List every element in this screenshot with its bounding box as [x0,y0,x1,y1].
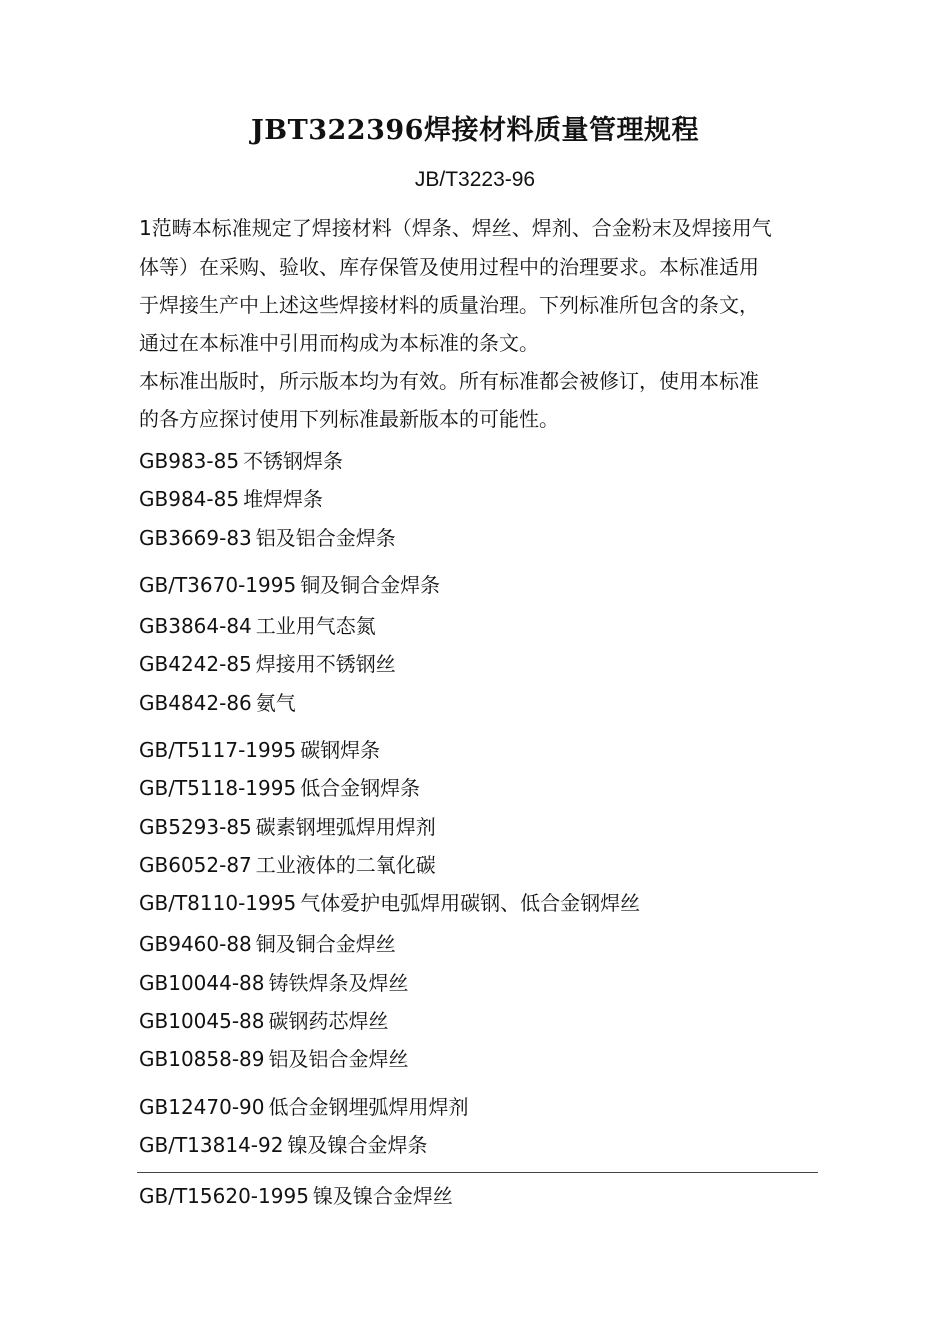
reference-name: 铜及铜合金焊丝 [255,932,396,956]
reference-item [139,1132,427,1158]
reference-name: 铜及铜合金焊条 [300,573,441,597]
reference-code: GB10858-89 [139,1047,265,1071]
reference-item [139,737,380,763]
reference-item [139,486,323,512]
reference-name: 堆焊焊条 [243,487,324,511]
reference-name: 碳钢药芯焊丝 [268,1009,389,1033]
scope-line: 通过在本标准中引用而构成为本标准的条文。 [139,331,539,355]
reference-name: 镍及镍合金焊条 [287,1133,428,1157]
reference-item [139,852,436,878]
scope-line: 的各方应探讨使用下列标准最新版本的可能性。 [139,407,559,431]
reference-code: GB3669-83 [139,526,252,550]
reference-item [139,525,396,551]
reference-code: GB9460-88 [139,932,252,956]
reference-item [139,890,640,916]
reference-code: GB983-85 [139,449,240,473]
reference-name: 铝及铝合金焊丝 [268,1047,409,1071]
reference-item [139,1183,453,1209]
reference-name: 镍及镍合金焊丝 [312,1184,453,1208]
reference-code: GB984-85 [139,487,240,511]
reference-code: GB/T13814-92 [139,1133,284,1157]
reference-name: 铝及铝合金焊条 [255,526,396,550]
reference-name: 碳素钢埋弧焊用焊剂 [255,815,436,839]
reference-code: GB3864-84 [139,614,252,638]
reference-name: 低合金钢埋弧焊用焊剂 [268,1095,469,1119]
reference-item [139,572,440,598]
reference-code: GB4242-85 [139,652,252,676]
reference-item [139,1008,389,1034]
reference-name: 不锈钢焊条 [243,449,344,473]
scope-line: 体等）在采购、验收、库存保管及使用过程中的治理要求。本标准适用 [139,255,759,279]
reference-name: 氨气 [255,691,296,715]
reference-item [139,970,409,996]
reference-code: GB4842-86 [139,691,252,715]
document-title: JBT322396焊接材料质量管理规程 [251,115,699,146]
reference-name: 工业液体的二氧化碳 [255,853,436,877]
reference-code: GB12470-90 [139,1095,265,1119]
reference-code: GB/T5118-1995 [139,776,297,800]
scope-line: 1范畴本标准规定了焊接材料（焊条、焊丝、焊剂、合金粉末及焊接用气 [139,216,772,240]
reference-item [139,1094,469,1120]
reference-code: GB5293-85 [139,815,252,839]
reference-name: 焊接用不锈钢丝 [255,652,396,676]
reference-name: 碳钢焊条 [300,738,381,762]
page-divider [137,1172,818,1173]
reference-item [139,613,376,639]
reference-code: GB10044-88 [139,971,265,995]
reference-item [139,931,396,957]
reference-code: GB6052-87 [139,853,252,877]
reference-name: 低合金钢焊条 [300,776,421,800]
scope-line: 于焊接生产中上述这些焊接材料的质量治理。下列标准所包含的条文， [139,293,759,317]
reference-name: 铸铁焊条及焊丝 [268,971,409,995]
reference-code: GB/T3670-1995 [139,573,297,597]
reference-name: 工业用气态氮 [255,614,376,638]
reference-item [139,448,343,474]
reference-code: GB/T5117-1995 [139,738,297,762]
reference-code: GB/T15620-1995 [139,1184,309,1208]
reference-item [139,690,296,716]
scope-line: 本标准出版时，所示版本均为有效。所有标准都会被修订，使用本标准 [139,369,759,393]
reference-code: GB10045-88 [139,1009,265,1033]
reference-item [139,775,420,801]
reference-code: GB/T8110-1995 [139,891,297,915]
reference-item [139,651,396,677]
document-subtitle: JB/T3223-96 [414,168,536,191]
reference-item [139,1046,409,1072]
reference-name: 气体爱护电弧焊用碳钢、低合金钢焊丝 [300,891,641,915]
reference-item [139,814,436,840]
